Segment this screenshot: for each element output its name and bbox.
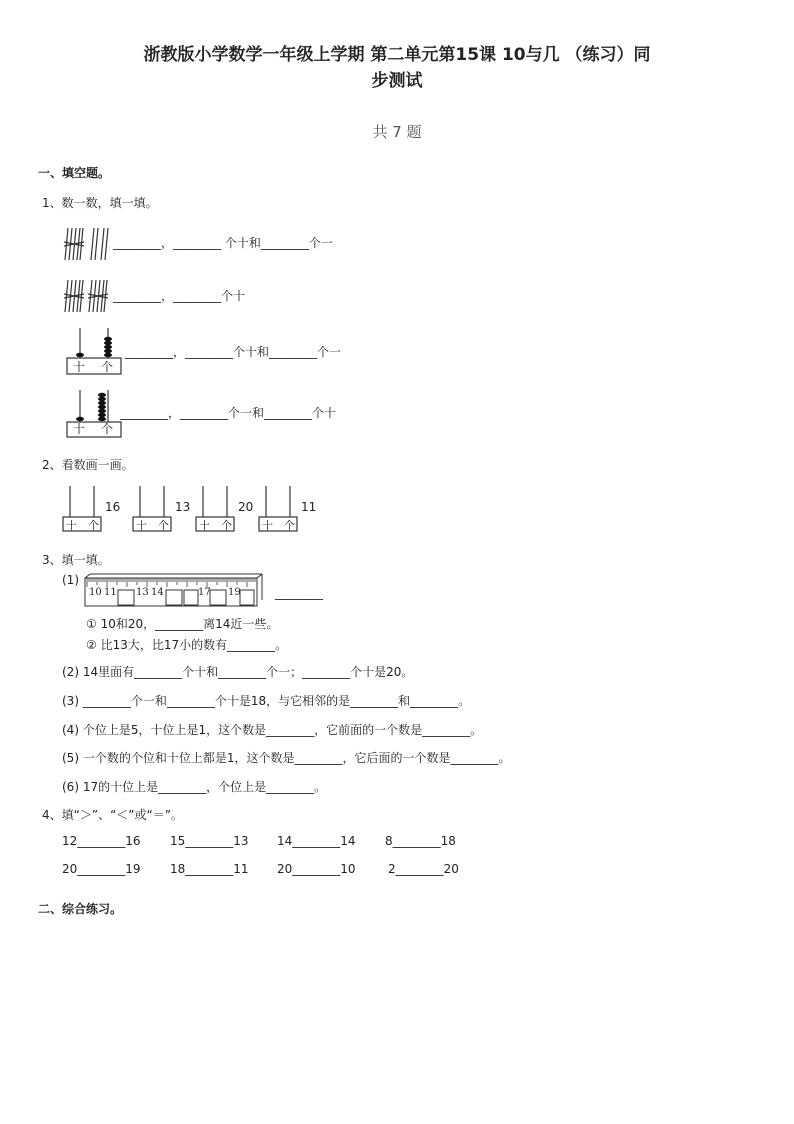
question-count: 共 7 题 xyxy=(372,123,422,141)
abacus-tens-label: 十 xyxy=(66,519,77,532)
ruler-answer-blank: ________ xyxy=(275,586,323,600)
q3-part4: (4) 个位上是5，十位上是1，这个数是________，它前面的一个数是________。 xyxy=(62,723,483,737)
page-title-line2: 步测试 xyxy=(371,71,423,91)
abacus-tens-label: 十 xyxy=(73,360,86,374)
q3-part6: (6) 17的十位上是________，个位上是________。 xyxy=(62,780,327,794)
q3-part2: (2) 14里面有________个十和________个一；________个十是20。 xyxy=(62,665,414,679)
q2-number: 11 xyxy=(301,500,317,514)
q3-part3: (3) ________个一和________个十是18，与它相邻的是________和________。 xyxy=(62,694,471,708)
stick-bundle-icon xyxy=(62,224,110,264)
q4-item: 15________13 xyxy=(170,834,249,848)
q4-item: 12________16 xyxy=(62,834,141,848)
q3-part5: (5) 一个数的个位和十位上都是1，这个数是________，它后面的一个数是________。 xyxy=(62,751,511,765)
q2-number: 13 xyxy=(175,500,191,514)
q4-item: 20________10 xyxy=(277,862,356,876)
q4-label: 4、填“＞”、“＜”或“＝”。 xyxy=(42,808,183,822)
q4-item: 14________14 xyxy=(277,834,356,848)
abacus-ones-label: 个 xyxy=(101,360,114,374)
abacus-tens-label: 十 xyxy=(136,519,147,532)
q1-row1-text: ________，________ 个十和________个一 xyxy=(113,236,333,250)
ruler-number: 17 xyxy=(198,587,211,598)
abacus-ones-label: 个 xyxy=(88,519,99,532)
q3-label: 3、填一填。 xyxy=(42,553,110,567)
two-bundles-icon xyxy=(62,278,110,316)
abacus-ones-label: 个 xyxy=(158,519,169,532)
abacus-tens-label: 十 xyxy=(262,519,273,532)
abacus-ones-label: 个 xyxy=(284,519,295,532)
q3-part1-number: (1) xyxy=(62,573,79,587)
section2-heading: 二、综合练习。 xyxy=(38,902,123,916)
abacus-ones-label: 个 xyxy=(221,519,232,532)
page-title-line1: 浙教版小学数学一年级上学期 第二单元第15课 10与几 （练习）同 xyxy=(143,45,651,65)
ruler-number: 10 xyxy=(89,587,102,598)
q4-item: 2________20 xyxy=(388,862,459,876)
q1-row4-text: ________，________个一和________个十 xyxy=(120,406,337,420)
ruler-number: 11 xyxy=(104,587,117,598)
q3-part1-b: ② 比13大，比17小的数有________。 xyxy=(86,638,288,652)
ruler-number: 19 xyxy=(228,587,241,598)
abacus-tens-label: 十 xyxy=(199,519,210,532)
q2-number: 20 xyxy=(238,500,254,514)
q3-part1-a: ① 10和20，________离14近一些。 xyxy=(86,617,279,631)
section1-heading: 一、填空题。 xyxy=(38,166,111,180)
q4-item: 20________19 xyxy=(62,862,141,876)
q1-row3-text: ________，________个十和________个一 xyxy=(125,345,342,359)
ruler-number: 14 xyxy=(151,587,164,598)
q1-row2-text: ________，________个十 xyxy=(113,289,246,303)
q4-item: 8________18 xyxy=(385,834,456,848)
abacus-ones-label: 个 xyxy=(101,422,114,436)
q1-label: 1、数一数，填一填。 xyxy=(42,196,158,210)
q4-item: 18________11 xyxy=(170,862,249,876)
q2-number: 16 xyxy=(105,500,121,514)
q2-label: 2、看数画一画。 xyxy=(42,458,134,472)
abacus-tens-label: 十 xyxy=(73,422,86,436)
ruler-number: 13 xyxy=(136,587,149,598)
